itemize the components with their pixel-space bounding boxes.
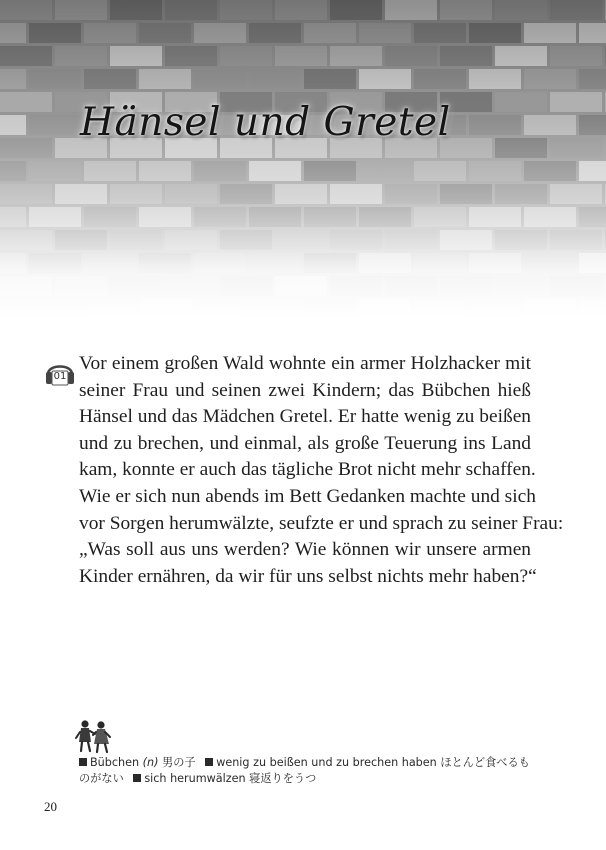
glossary-meaning: ほとんど食べるも xyxy=(440,756,530,769)
story-paragraph xyxy=(79,351,564,590)
paragraph-line: „Was soll aus uns werden? Wie können wir unsere armen xyxy=(79,539,531,561)
glossary-part-of-speech: (n) xyxy=(142,756,159,769)
glossary-meaning: のがない xyxy=(79,772,124,785)
paragraph-line: Wie er sich nun abends im Bett Gedanken machte und sich xyxy=(79,485,536,507)
brick-wall-header xyxy=(0,0,606,318)
glossary-term: Bübchen xyxy=(90,756,140,769)
vocabulary-notes xyxy=(79,755,539,787)
audio-track-number: 01 xyxy=(53,371,67,382)
paragraph-line: kam, konnte er auch das tägliche Brot nicht mehr schaffen. xyxy=(79,459,536,481)
glossary-row xyxy=(79,771,539,787)
paragraph-line: Hänsel und das Mädchen Gretel. Er hatte wenig zu beißen xyxy=(79,406,531,428)
paragraph-line: Vor einem großen Wald wohnte ein armer Holzhacker mit xyxy=(79,353,531,374)
square-bullet-icon xyxy=(79,758,87,766)
paragraph-line: vor Sorgen herumwälzte, seufzte er und sprach zu seiner Frau: xyxy=(79,512,564,534)
square-bullet-icon xyxy=(205,758,213,766)
story-title: Hänsel und Gretel xyxy=(80,100,451,145)
paragraph-line: und zu brechen, und einmal, als große Teuerung ins Land xyxy=(79,432,531,454)
paragraph-line: seiner Frau und seinen zwei Kindern; das Bübchen hieß xyxy=(79,379,531,401)
glossary-row xyxy=(79,755,539,771)
square-bullet-icon xyxy=(133,774,141,782)
glossary-meaning: 寝返りをうつ xyxy=(249,772,317,785)
glossary-term: wenig zu beißen und zu brechen haben xyxy=(216,756,437,769)
page-number: 20 xyxy=(44,799,57,814)
paragraph-line: Kinder ernähren, da wir für uns selbst nichts mehr haben?“ xyxy=(79,565,537,587)
glossary-term: sich herumwälzen xyxy=(144,772,246,785)
brick-wall-illustration xyxy=(0,0,606,318)
hansel-gretel-figures-icon xyxy=(74,718,114,754)
glossary-meaning: 男の子 xyxy=(162,756,196,769)
